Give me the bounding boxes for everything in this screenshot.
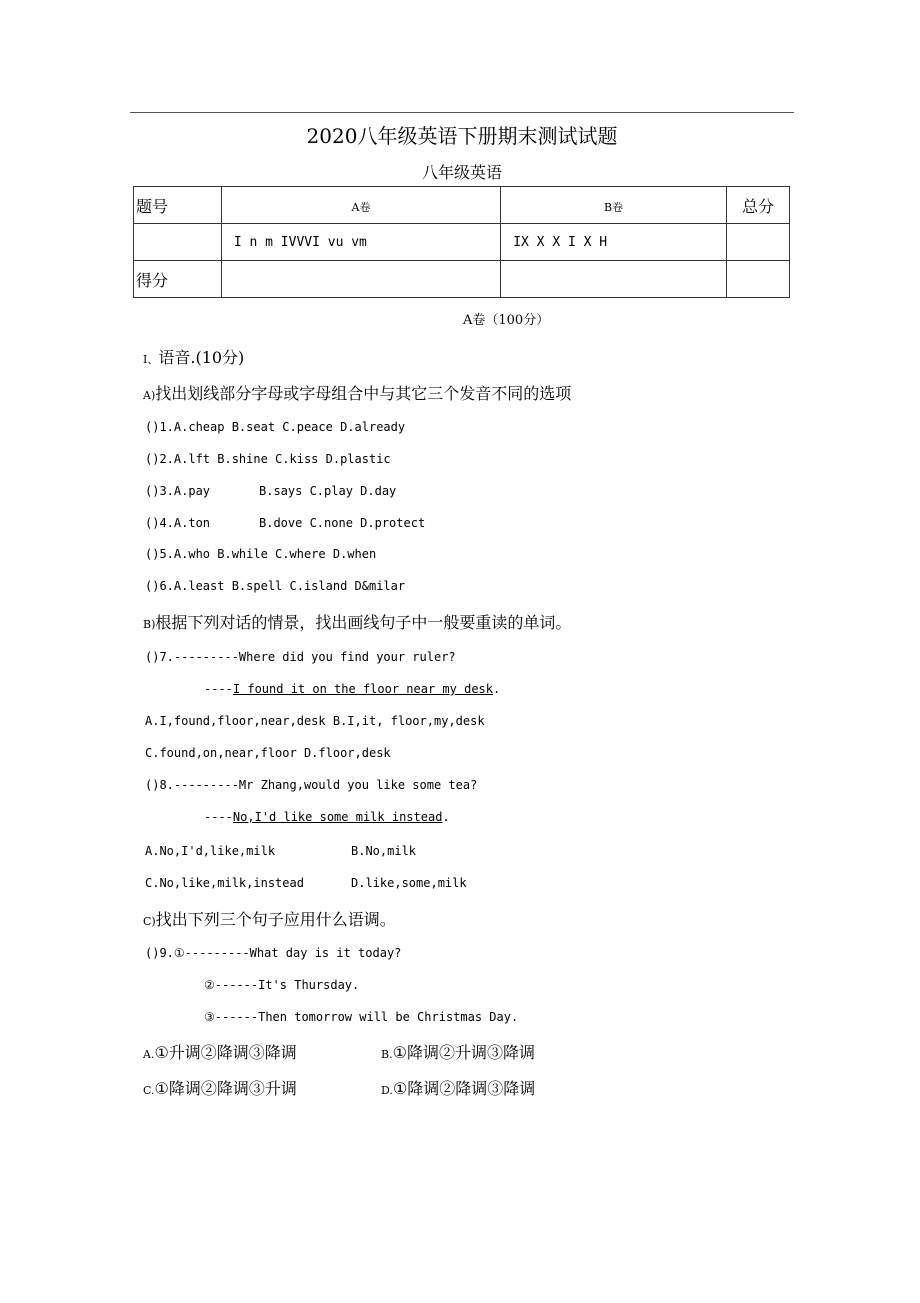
question-7-options-cd: C.found,on,near,floor D.floor,desk <box>145 746 391 760</box>
table-cell: 总分 <box>726 187 789 224</box>
sub-b-heading: B)根据下列对话的情景，找出画线句子中一般要重读的单词。 <box>143 613 572 632</box>
table-cell <box>221 261 500 298</box>
underlined-sentence: I found it on the floor near my desk <box>232 682 493 696</box>
question-3: ()3.A.pay B.says C.play D.day <box>145 484 397 498</box>
question-7-answer: ----I found it on the floor near my desk. <box>204 682 501 696</box>
question-8-option-b: B.No,milk <box>351 844 417 858</box>
question-9-line-1: ()9.①---------What day is it today? <box>145 946 402 960</box>
question-9-line-3: ③------Then tomorrow will be Christmas Day. <box>204 1010 519 1024</box>
table-cell: 得分 <box>134 261 222 298</box>
part1-heading: I、语音.(10分) <box>143 348 245 367</box>
question-8-option-a: A.No,I'd,like,milk <box>145 844 276 858</box>
question-9-option-b: B.①降调②升调③降调 <box>381 1043 535 1062</box>
exam-subtitle: 八年级英语 <box>421 163 502 182</box>
sub-c-heading: C)找出下列三个句子应用什么语调。 <box>143 910 396 929</box>
question-8-prompt: ()8.---------Mr Zhang,would you like some tea? <box>145 778 478 792</box>
question-8-answer: ----No,I'd like some milk instead. <box>204 810 450 824</box>
sub-a-heading: A)找出划线部分字母或字母组合中与其它三个发音不同的选项 <box>143 384 572 403</box>
question-4: ()4.A.ton B.dove C.none D.protect <box>145 516 426 530</box>
table-cell <box>726 261 789 298</box>
question-7-options-ab: A.I,found,floor,near,desk B.I,it, floor,my,desk <box>145 714 485 728</box>
table-cell: A卷 <box>221 187 500 224</box>
question-8-option-c: C.No,like,milk,instead <box>145 876 304 890</box>
table-row <box>134 224 790 261</box>
table-cell: 题号 <box>134 187 222 224</box>
table-row <box>134 261 790 298</box>
question-9-option-d: D.①降调②降调③降调 <box>381 1079 536 1098</box>
table-cell <box>134 224 222 261</box>
question-9-line-2: ②------It's Thursday. <box>204 978 360 992</box>
table-cell <box>726 224 789 261</box>
question-9-option-c: C.①降调②降调③升调 <box>143 1079 297 1098</box>
question-2: ()2.A.lft B.shine C.kiss D.plastic <box>145 452 391 466</box>
question-6: ()6.A.least B.spell C.island D&milar <box>145 579 406 593</box>
table-cell <box>501 261 727 298</box>
question-5: ()5.A.who B.while C.where D.when <box>145 547 377 561</box>
question-1: ()1.A.cheap B.seat C.peace D.already <box>145 420 406 434</box>
underlined-sentence: No,I'd like some milk instead <box>232 810 443 824</box>
table-cell: IX X X I X H <box>501 224 727 261</box>
section-a-heading: A卷（100分） <box>463 313 550 328</box>
question-8-option-d: D.like,some,milk <box>351 876 467 890</box>
table-cell: B卷 <box>501 187 727 224</box>
score-table <box>133 186 790 298</box>
question-9-option-a: A.①升调②降调③降调 <box>143 1043 297 1062</box>
table-row <box>134 187 790 224</box>
question-7-prompt: ()7.---------Where did you find your ruler? <box>145 650 456 664</box>
exam-title: 2020八年级英语下册期末测试试题 <box>306 124 618 148</box>
table-cell: I n m IVVVI vu vm <box>221 224 500 261</box>
top-rule <box>130 112 794 113</box>
